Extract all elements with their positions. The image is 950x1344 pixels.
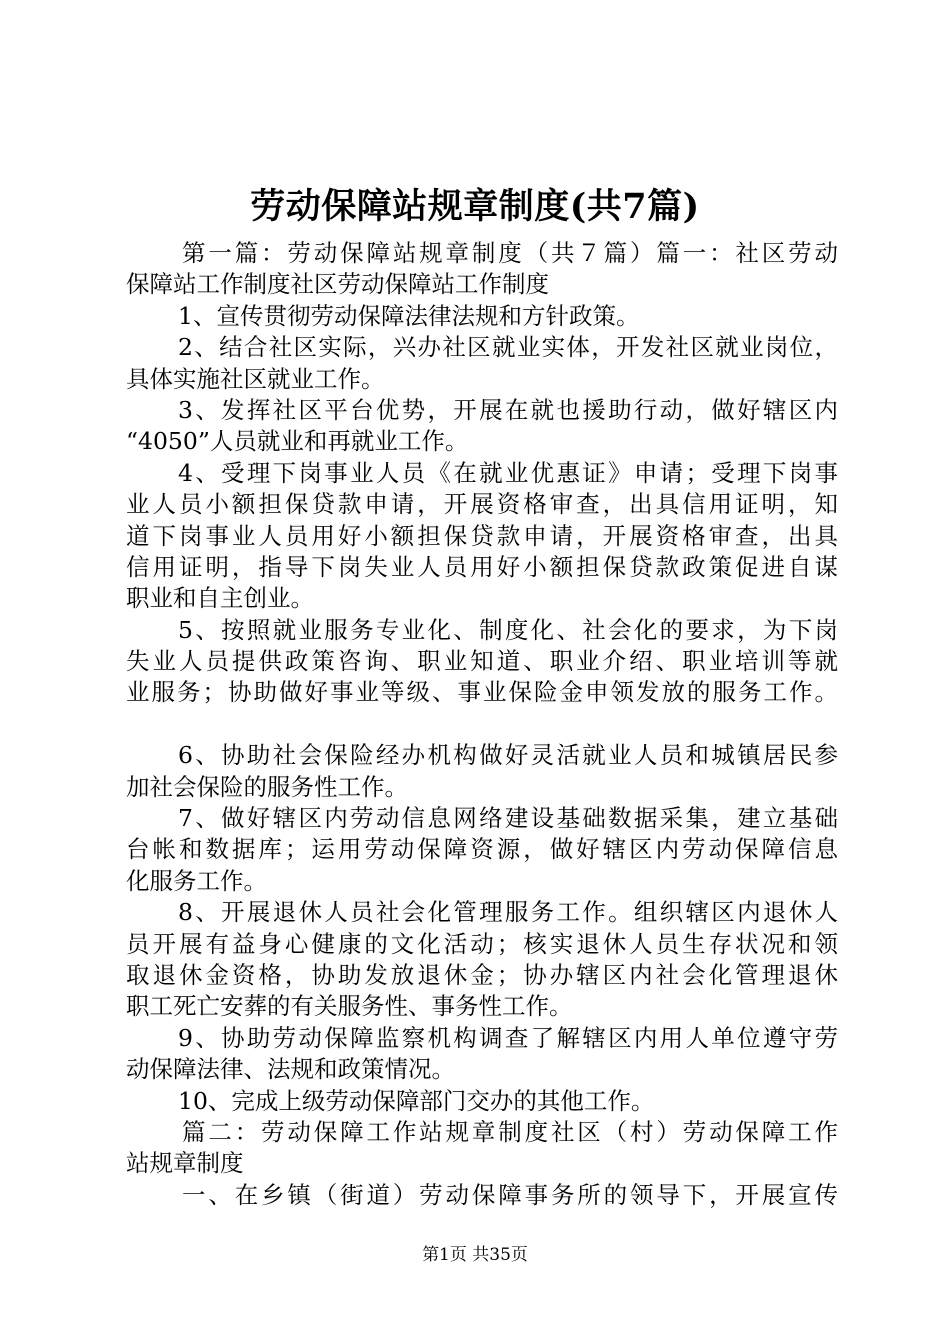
body-line: 道下岗事业人员用好小额担保贷款申请，开展资格审查，出具 [126,521,838,550]
body-line: 5、按照就业服务专业化、制度化、社会化的要求，为下岗 [178,615,838,644]
body-line: 6、协助社会保险经办机构做好灵活就业人员和城镇居民参 [178,741,838,770]
body-line: 篇二：劳动保障工作站规章制度社区（村）劳动保障工作 [182,1117,838,1146]
body-line: 3、发挥社区平台优势，开展在就也援助行动，做好辖区内 [178,395,838,424]
body-line: 职业和自主创业。 [126,584,314,613]
body-line: 9、协助劳动保障监察机构调查了解辖区内用人单位遵守劳 [178,1023,838,1052]
body-line: 职工死亡安葬的有关服务性、事务性工作。 [126,992,573,1021]
blank-line [126,709,838,740]
body-line: 员开展有益身心健康的文化活动；核实退休人员生存状况和领 [126,929,838,958]
body-line: 具体实施社区就业工作。 [126,364,385,393]
body-line: 第一篇：劳动保障站规章制度（共７篇）篇一：社区劳动 [182,239,838,267]
body-line: 站规章制度 [126,1149,244,1178]
body-line: 业服务；协助做好事业等级、事业保险金申领发放的服务工作。 [126,678,838,707]
body-line: 8、开展退休人员社会化管理服务工作。组织辖区内退休人 [178,898,838,927]
body-line: 1、宣传贯彻劳动保障法律法规和方针政策。 [178,301,640,330]
body-line: 业人员小额担保贷款申请，开展资格审查，出具信用证明，知 [126,490,838,519]
body-line: 加社会保险的服务性工作。 [126,772,408,801]
body-line: 一、在乡镇（街道）劳动保障事务所的领导下，开展宣传 [182,1180,838,1209]
body-line: 台帐和数据库；运用劳动保障资源，做好辖区内劳动保障信息 [126,835,838,864]
document-title: 劳动保障站规章制度(共7篇) [250,186,700,227]
body-line: 2、结合社区实际，兴办社区就业实体，开发社区就业岗位， [178,333,838,362]
body-line: 失业人员提供政策咨询、职业知道、职业介绍、职业培训等就 [126,647,838,676]
body-line: 化服务工作。 [126,866,267,895]
body-line: 取退休金资格，协助发放退休金；协办辖区内社会化管理退休 [126,960,838,989]
body-line: 信用证明，指导下岗失业人员用好小额担保贷款政策促进自谋 [126,552,838,581]
document-body [126,238,838,1211]
body-line: 保障站工作制度社区劳动保障站工作制度 [126,270,549,299]
body-line: 动保障法律、法规和政策情况。 [126,1055,455,1084]
page-footer: 第1页 共35页 [422,1245,528,1265]
body-line: “4050”人员就业和再就业工作。 [126,427,469,456]
body-line: 7、做好辖区内劳动信息网络建设基础数据采集，建立基础 [178,804,838,833]
body-line: 10、完成上级劳动保障部门交办的其他工作。 [178,1086,655,1115]
body-line: 4、受理下岗事业人员《在就业优惠证》申请；受理下岗事 [178,458,838,487]
